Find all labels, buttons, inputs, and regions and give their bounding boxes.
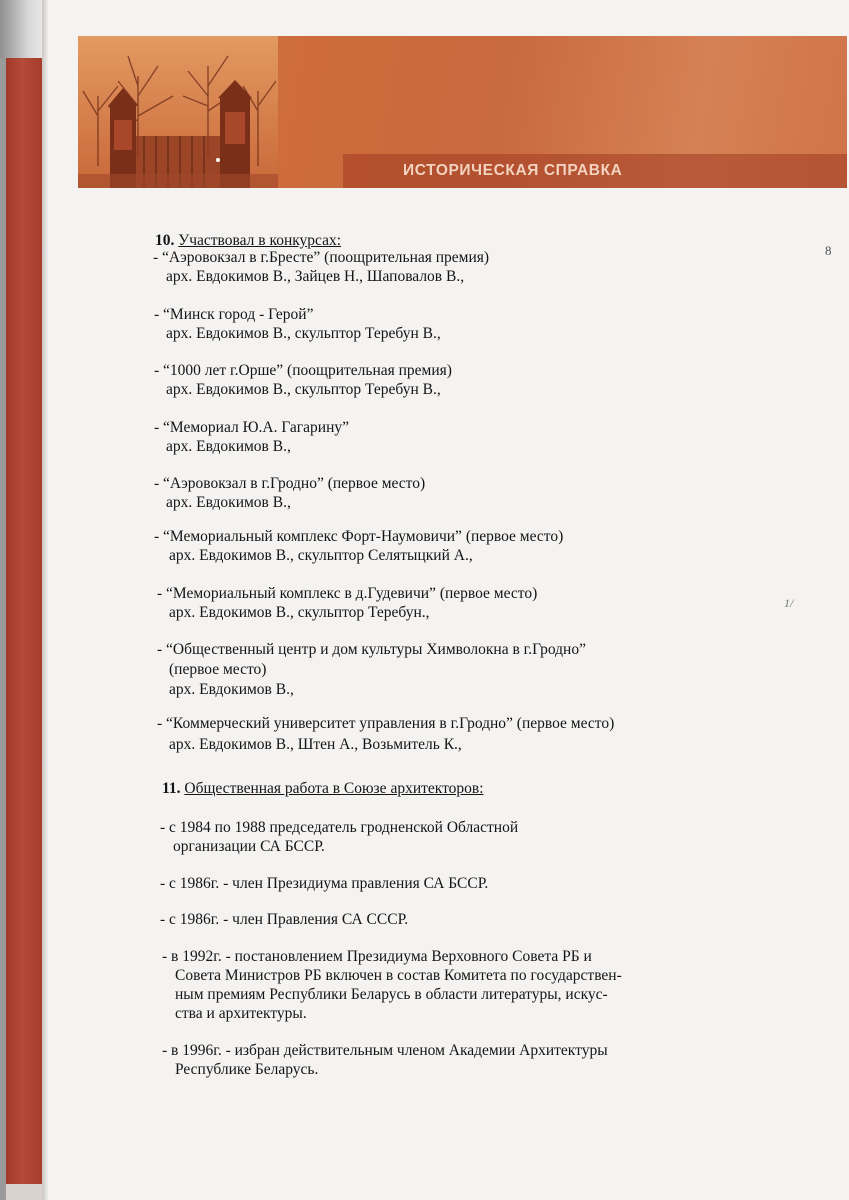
section-10-number: 10. — [155, 232, 175, 249]
entry-line: - “Аэровокзал в г.Бресте” (поощрительная премия) — [153, 249, 490, 266]
entry-line: (первое место) — [169, 661, 267, 678]
page-fold — [42, 0, 48, 1200]
entry-line: - “Аэровокзал в г.Гродно” (первое место) — [154, 475, 426, 492]
entry-line: - “Минск город - Герой” — [154, 306, 314, 323]
entry-line: - с 1984 по 1988 председатель гродненской Областной — [160, 819, 519, 836]
entry-line: - с 1986г. - член Президиума правления СА БССР. — [160, 875, 489, 892]
entry-line: арх. Евдокимов В., — [169, 681, 294, 698]
park-gate-photo — [78, 36, 278, 188]
entry-line: ства и архитектуры. — [175, 1005, 307, 1022]
entry-line: арх. Евдокимов В., скульптор Селятыцкий А., — [169, 547, 473, 564]
entry-line: - “Общественный центр и дом культуры Химволокна в г.Гродно” — [157, 641, 586, 658]
entry-line: Совета Министров РБ включен в состав Комитета по государствен- — [175, 967, 622, 984]
banner-title: ИСТОРИЧЕСКАЯ СПРАВКА — [403, 162, 623, 179]
entry-line: арх. Евдокимов В., Зайцев Н., Шаповалов В., — [166, 268, 465, 285]
entry-line: - “Мемориал Ю.А. Гагарину” — [154, 419, 350, 436]
entry-line: - в 1996г. - избран действительным членом Академии Архитектуры — [162, 1042, 608, 1059]
section-10-title: Участвовал в конкурсах: — [178, 232, 342, 249]
entry-line: арх. Евдокимов В., — [166, 494, 291, 511]
section-11-title: Общественная работа в Союзе архитекторов: — [184, 780, 484, 797]
section-11-number: 11. — [162, 780, 181, 797]
entry-line: Республике Беларусь. — [175, 1061, 319, 1078]
entry-line: арх. Евдокимов В., скульптор Теребун В., — [166, 325, 441, 342]
entry-line: ным премиям Республики Беларусь в области литературы, искус- — [175, 986, 608, 1003]
section-10-heading — [155, 232, 341, 250]
entry-line: организации СА БССР. — [173, 838, 325, 855]
entry-line: арх. Евдокимов В., — [166, 438, 291, 455]
margin-note: 1/ — [784, 596, 794, 610]
entry-line: - “Мемориальный комплекс Форт-Наумовичи” (первое место) — [154, 528, 564, 545]
header-banner — [78, 36, 847, 188]
entry-line: - с 1986г. - член Правления СА СССР. — [160, 911, 409, 928]
side-stripe — [6, 58, 42, 1184]
side-stripe-lower — [6, 1184, 42, 1200]
entry-line: - “1000 лет г.Орше” (поощрительная премия) — [154, 362, 452, 379]
page-number: 8 — [825, 243, 832, 258]
section-11-heading — [162, 780, 484, 798]
entry-line: - “Мемориальный комплекс в д.Гудевичи” (первое место) — [157, 585, 538, 602]
entry-line: - в 1992г. - постановлением Президиума Верховного Совета РБ и — [162, 948, 592, 965]
scan-edge-top — [0, 0, 48, 58]
entry-line: арх. Евдокимов В., скульптор Теребун., — [169, 604, 430, 621]
entry-line: арх. Евдокимов В., Штен А., Возьмитель К., — [169, 736, 462, 753]
entry-line: арх. Евдокимов В., скульптор Теребун В., — [166, 381, 441, 398]
entry-line: - “Коммерческий университет управления в г.Гродно” (первое место) — [157, 715, 615, 732]
